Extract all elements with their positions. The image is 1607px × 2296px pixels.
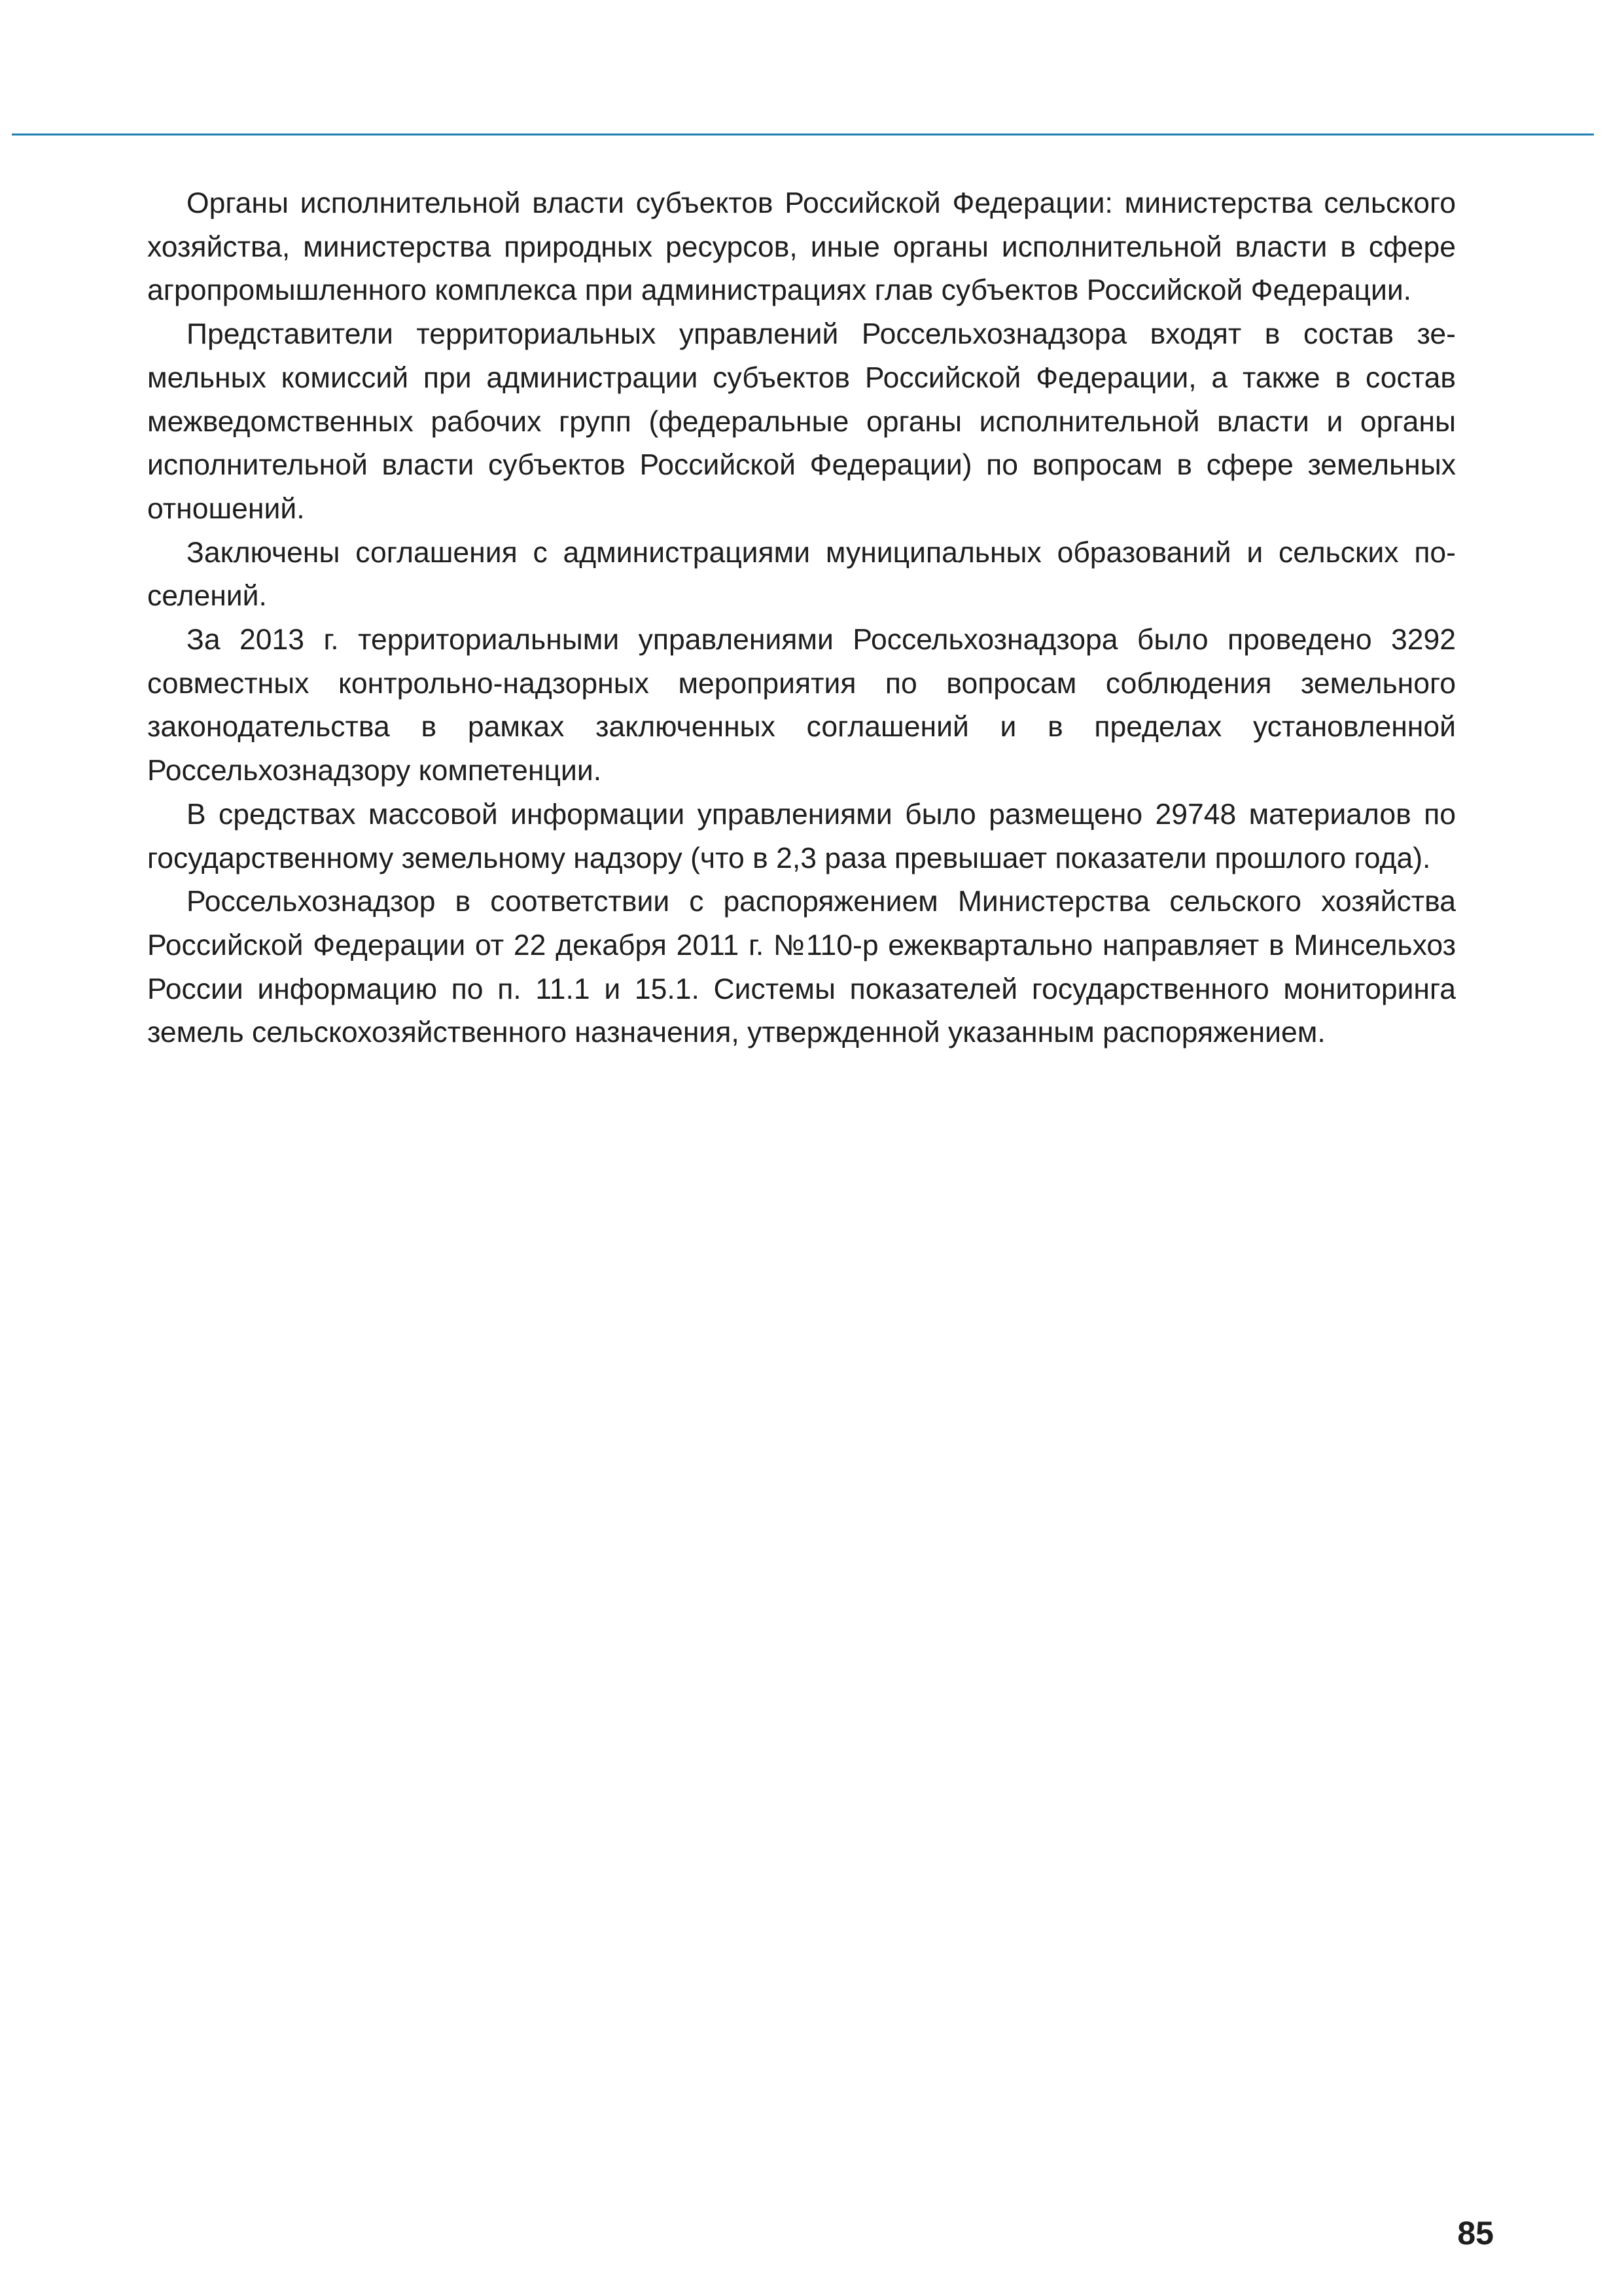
- paragraph-monitoring-reports: Россельхознадзор в соответствии с распоряжением Министерства сельского хозяйства Российской Федерации от 22 декабря 2011 г. №110-р ежеквартально направляет в Минсельхоз России информацию по п. 11.1 и 15.1. Системы показателей государственного мониторинга земель сельскохозяйственного назначения, утвержденной указанным распоряжением.: [147, 886, 1456, 1049]
- paragraph-media-materials: В средствах массовой информации управлениями было размещено 29748 материалов по государственному земельному надзору (что в 2,3 раза превышает показатели прошлого года).: [147, 798, 1456, 874]
- body-text: [147, 182, 1456, 1055]
- paragraph-joint-inspections: За 2013 г. территориальными управлениями Россельхознадзора было проведено 3292 совместных контрольно-надзорных мероприятия по вопросам соблюдения земельного законодательства в рамках заключенных соглашений и в пределах установленной Россельхознадзору компетенции.: [147, 624, 1456, 787]
- page-number: 85: [1457, 2215, 1494, 2251]
- paragraph-land-commissions: Представители территориальных управлений Россельхознадзора входят в состав земельных комиссий при администрации субъектов Российской Федерации, а также в состав межведомственных рабочих групп (федеральные органы исполнительной власти и органы исполнительной власти субъектов Российской Федерации) по вопросам в сфере земельных отношений.: [147, 318, 1456, 525]
- paragraph-executive-bodies: Органы исполнительной власти субъектов Российской Федерации: министерства сельского хозяйства, министерства природных ресурсов, иные органы исполнительной власти в сфере агропромышленного комплекса при администрациях глав субъектов Российской Федерации.: [147, 187, 1456, 307]
- header-rule: [12, 134, 1594, 135]
- paragraph-agreements: Заключены соглашения с администрациями муниципальных образований и сельских поселений.: [147, 536, 1456, 613]
